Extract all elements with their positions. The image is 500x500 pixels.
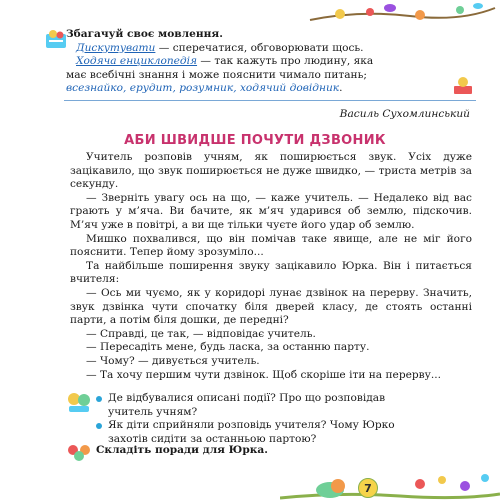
bullet-icon [96,423,102,429]
story-text [70,151,472,382]
story-paragraph: Та найбільше поширення звуку зацікавило Юрка. Він і питається вчителя: [70,259,472,286]
vocab-entry-2 [66,55,396,96]
story-paragraph: Мишко похвалився, що він помічав таке явище, але не міг його пояснити. Тепер йому зрозуміло... [70,232,472,259]
vocab-term-1: Дискутувати [76,41,156,54]
story-paragraph: — Ось ми чуємо, як у коридорі лунає дзвінок на перерву. Значить, звук дзвінка чути спочатку біля дверей класу, де стоять останні парти, а потім біля дошки, де передні? [70,286,472,327]
kids-group-icon [66,442,92,466]
question-text: Як діти сприйняли розповідь учителя? Чому Юрко захотів сидіти за останньою партою? [108,419,395,445]
vocab-def-1: — сперечатися, обговорювати щось. [155,41,364,54]
story-paragraph: — Зверніть увагу ось на що, — каже учитель. — Недалеко від вас грають у м’яча. Ви бачите, як м’яч ударився об землю, підскочив. М’яч уже в повітрі, а ви ще тільки чуєте його удар об землю. [70,191,472,231]
flowers-branch-decoration [300,0,500,26]
kids-book-icon [44,28,68,52]
snail-flowers-decoration [280,464,500,500]
question-text: Де відбувалися описані події? Про що розповідав учитель учням? [108,392,386,418]
question-item [96,392,426,419]
task-text: Складіть поради для Юрка. [96,444,268,456]
story-paragraph: Учитель розповів учням, як поширюється звук. Усіх дуже зацікавило, що звук поширюється не дуже швидко, — триста метрів за секунду. [70,151,472,191]
vocab-period: . [339,82,343,95]
vocab-def-2: — так кажуть про людину, яка має всебічні знання і може пояснити чимало питань; [66,55,374,81]
story-paragraph: — Та хочу першим чути дзвінок. Щоб скоріше іти на перерву... [86,368,441,381]
bullet-icon [96,396,102,402]
vocab-term-2: Ходяча енциклопедія [76,55,198,68]
kids-discussion-icon [66,390,92,414]
reading-boy-icon [452,76,474,96]
vocabulary-box [66,28,396,94]
story-paragraph: — Чому? — дивується учитель. [86,354,260,367]
vocab-synonyms: всезнайко, ерудит, розумник, ходячий довідник [66,82,340,95]
vocab-heading: Збагачуй своє мовлення. [66,28,223,40]
vocab-entry-1 [66,42,396,56]
story-paragraph: — Пересадіть мене, будь ласка, за останню парту. [86,341,370,354]
author-name: Василь Сухомлинський [339,108,470,120]
questions-list [96,392,426,446]
question-item [96,419,426,446]
section-divider [64,100,476,101]
story-title: АБИ ШВИДШЕ ПОЧУТИ ДЗВОНИК [124,133,386,148]
page-number: 7 [358,478,378,498]
story-paragraph: — Справді, це так, — відповідає учитель. [86,327,316,340]
